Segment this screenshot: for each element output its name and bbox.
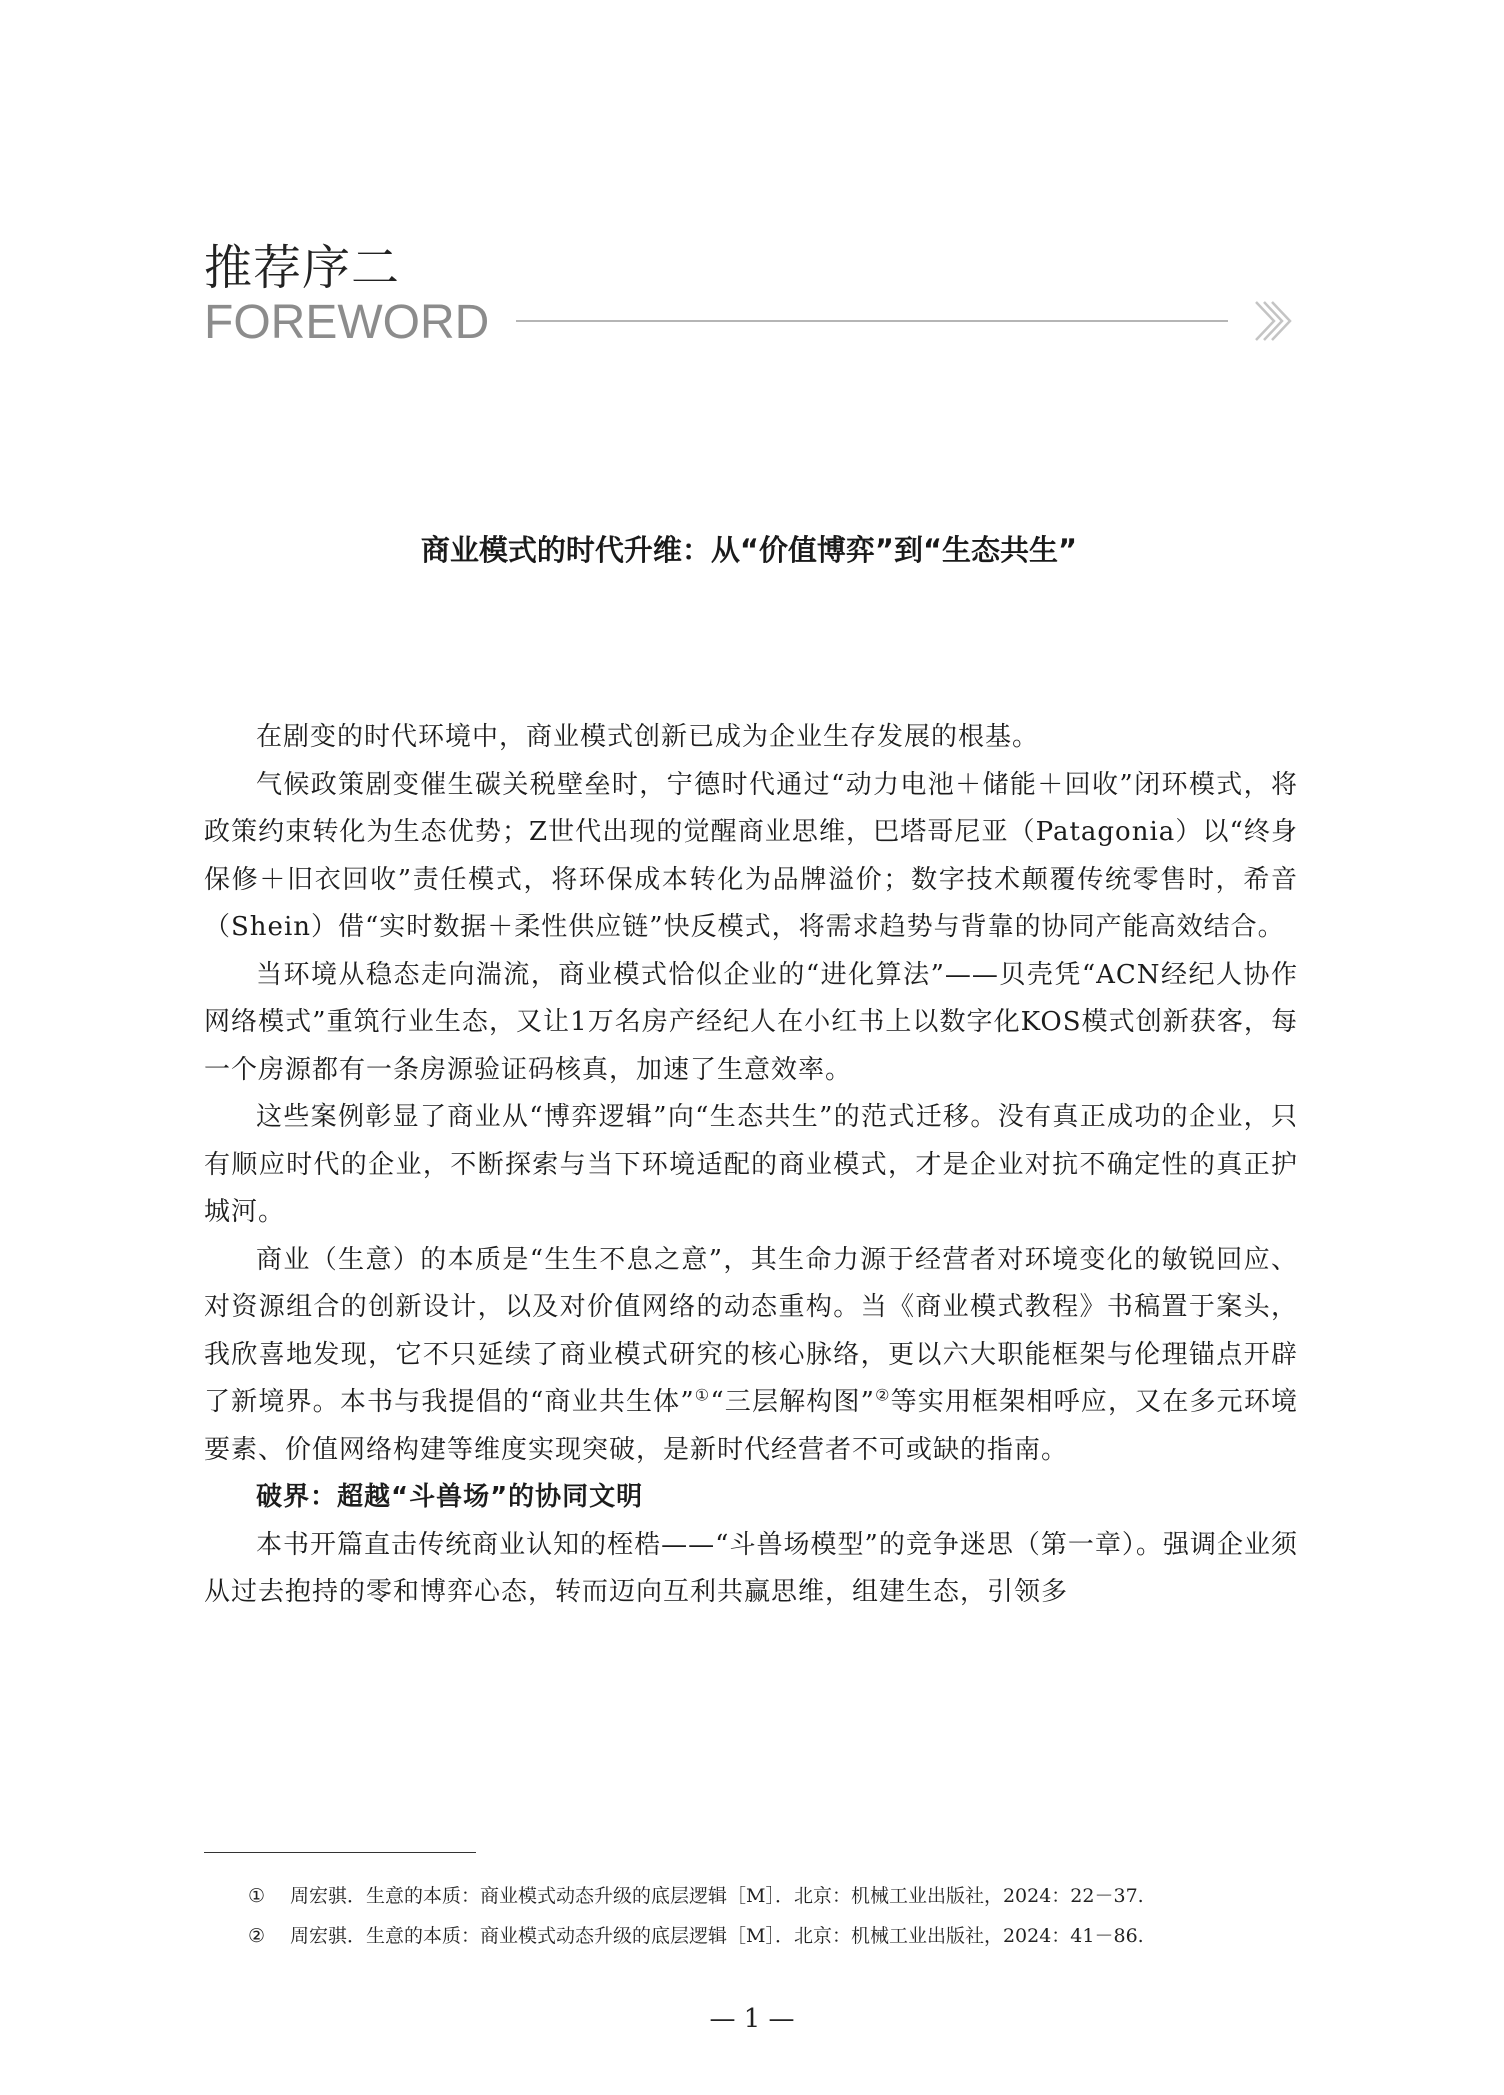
footnote-divider — [204, 1852, 476, 1853]
paragraph-text: 等实用框架相呼应，又在多元环境要素、价值网络构建等维度实现突破，是新时代经营者不可或缺的指南。 — [204, 1387, 1298, 1465]
chapter-title-english: FOREWORD — [204, 296, 490, 349]
footnote-mark: ② — [248, 1925, 266, 1947]
footnote-text: 周宏骐．生意的本质：商业模式动态升级的底层逻辑［M］．北京：机械工业出版社，2024：22－37. — [290, 1885, 1144, 1907]
header-divider-line — [516, 320, 1228, 322]
footnote-text: 周宏骐．生意的本质：商业模式动态升级的底层逻辑［M］．北京：机械工业出版社，2024：41－86. — [290, 1925, 1144, 1947]
paragraph: 当环境从稳态走向湍流，商业模式恰似企业的“进化算法”——贝壳凭“ACN经纪人协作网络模式”重筑行业生态，又让1万名房产经纪人在小红书上以数字化KOS模式创新获客，每一个房源都有一条房源验证码核真，加速了生意效率。 — [204, 959, 1298, 1085]
article-title: 商业模式的时代升维：从“价值博弈”到“生态共生” — [420, 533, 1078, 567]
paragraph: 气候政策剧变催生碳关税壁垒时，宁德时代通过“动力电池＋储能＋回收”闭环模式，将政策约束转化为生态优势；Z世代出现的觉醒商业思维，巴塔哥尼亚（Patagonia）以“终身保修＋旧衣回收”责任模式，将环保成本转化为品牌溢价；数字技术颠覆传统零售时，希音（Shein）借“实时数据＋柔性供应链”快反模式，将需求趋势与背靠的协同产能高效结合。 — [204, 769, 1298, 942]
footnote-item — [248, 1876, 1298, 1916]
paragraph-with-footnote-refs — [204, 1237, 1298, 1475]
footnote-ref-1[interactable]: ① — [694, 1385, 711, 1405]
paragraph: 在剧变的时代环境中，商业模式创新已成为企业生存发展的根基。 — [256, 722, 1040, 752]
footnote-item — [248, 1916, 1298, 1956]
chapter-title-chinese: 推荐序二 — [204, 240, 401, 296]
footnotes — [248, 1876, 1298, 1956]
page-number: — 1 — — [709, 2004, 795, 2034]
paragraph-text: 商业（生意）的本质是“生生不息之意”，其生命力源于经营者对环境变化的敏锐回应、对资源组合的创新设计，以及对价值网络的动态重构。当《商业模式教程》书稿置于案头，我欣喜地发现，它不只延续了商业模式研究的核心脉络，更以六大职能框架与伦理锚点开辟了新境界。本书与我提倡的“商业共生体” — [204, 1244, 1298, 1417]
paragraph: 这些案例彰显了商业从“博弈逻辑”向“生态共生”的范式迁移。没有真正成功的企业，只有顺应时代的企业，不断探索与当下环境适配的商业模式，才是企业对抗不确定性的真正护城河。 — [204, 1102, 1298, 1227]
paragraph-text: “三层解构图” — [710, 1387, 875, 1417]
section-heading: 破界：超越“斗兽场”的协同文明 — [256, 1482, 644, 1512]
footnote-mark: ① — [248, 1885, 266, 1907]
footnote-ref-2[interactable]: ② — [874, 1385, 891, 1405]
paragraph: 本书开篇直击传统商业认知的桎梏——“斗兽场模型”的竞争迷思（第一章）。强调企业须从过去抱持的零和博弈心态，转而迈向互利共赢思维，组建生态，引领多 — [204, 1529, 1298, 1607]
body-text — [204, 714, 1298, 1617]
double-chevron-right-icon — [1250, 296, 1300, 346]
